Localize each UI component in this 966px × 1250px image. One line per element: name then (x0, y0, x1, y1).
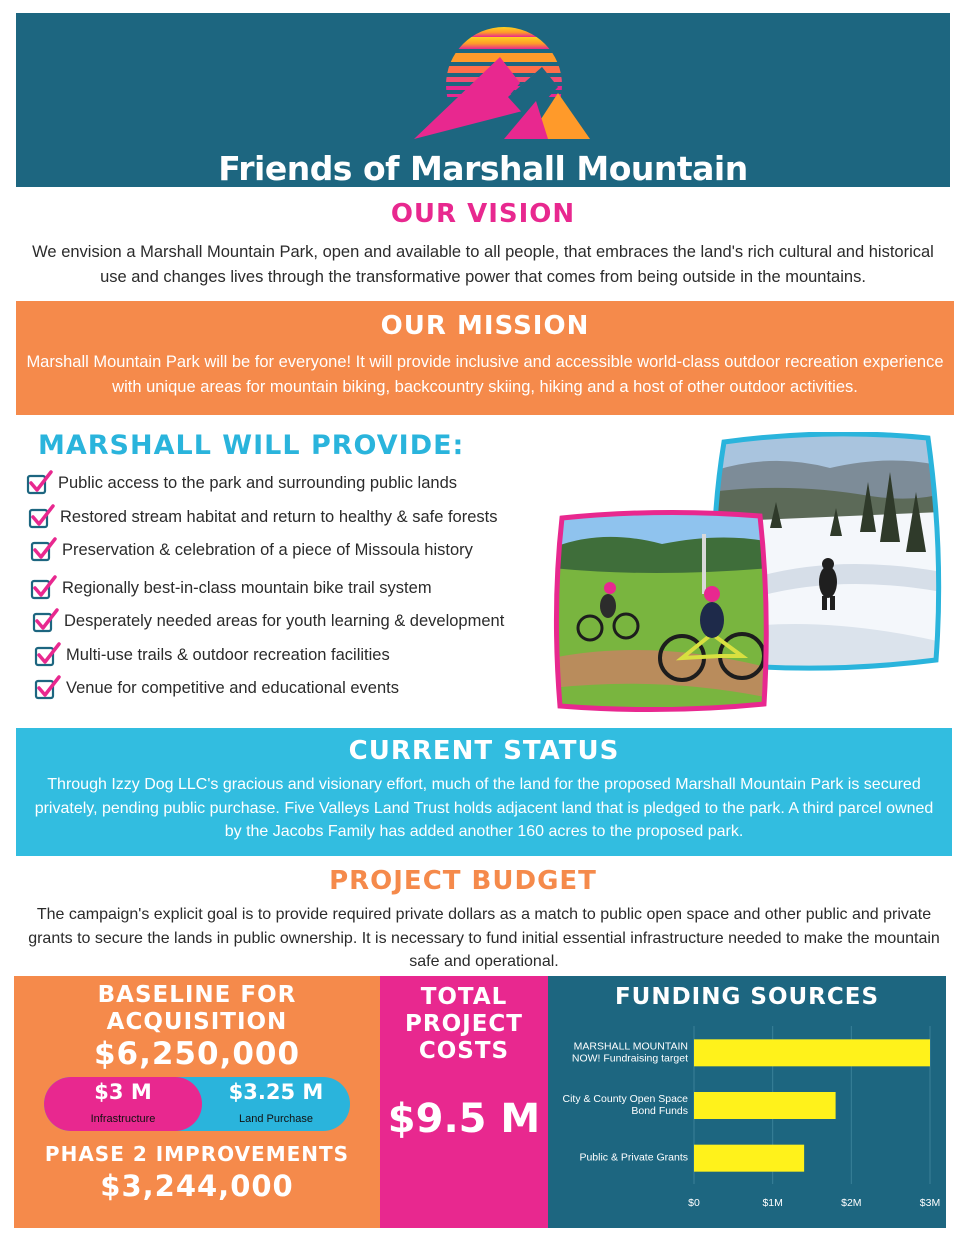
header-banner (16, 13, 950, 187)
provide-item-label: Venue for competitive and educational events (66, 678, 399, 697)
baseline-title-line2: ACQUISITION (106, 1009, 288, 1035)
vision-title: OUR VISION (390, 199, 576, 229)
baseline-amount: $6,250,000 (93, 1036, 301, 1072)
baseline-title (14, 982, 380, 1036)
budget-text: The campaign's explicit goal is to provide required private dollars as a match to public open space and other public and private grants to secure the lands in public ownership. It is necessary to fund initial essential infrastructure needed to make the mountain safe and operational. (28, 906, 940, 970)
phase2-amount: $3,244,000 (100, 1169, 294, 1203)
category-label: NOW! Fundraising target (571, 1052, 688, 1065)
provide-item-label: Multi-use trails & outdoor recreation facilities (66, 645, 390, 664)
total-title-line2: PROJECT (405, 1011, 523, 1037)
provide-item (28, 502, 497, 532)
provide-item-label: Desperately needed areas for youth learning & development (64, 611, 505, 630)
provide-item-label: Regionally best-in-class mountain bike trail system (62, 578, 432, 597)
provide-item-label: Public access to the park and surrounding public lands (58, 473, 457, 492)
category-label: MARSHALL MOUNTAIN (573, 1040, 688, 1053)
funding-bar (694, 1092, 836, 1119)
budget-title: PROJECT BUDGET (329, 866, 597, 896)
checkbox-check-icon (30, 537, 58, 563)
funding-bar (694, 1145, 804, 1172)
funding-bar (694, 1039, 930, 1066)
x-tick-label: $1M (762, 1197, 783, 1209)
provide-item (34, 640, 390, 670)
provide-item (30, 535, 473, 565)
funding-title: FUNDING SOURCES (614, 984, 880, 1010)
mission-title: OUR MISSION (380, 311, 590, 341)
category-label: Bond Funds (631, 1105, 688, 1117)
infrastructure-value: $3 M (94, 1080, 152, 1104)
land-purchase-label: Land Purchase (239, 1113, 313, 1125)
provide-item (34, 673, 399, 703)
x-tick-label: $2M (841, 1197, 862, 1209)
checkbox-check-icon (34, 642, 62, 668)
total-amount: $9.5 M (387, 1096, 541, 1142)
land-purchase-value: $3.25 M (228, 1080, 324, 1104)
total-costs-panel (380, 976, 548, 1228)
provide-title: MARSHALL WILL PROVIDE: (38, 430, 465, 461)
mountain-bikers-photo (552, 508, 770, 714)
mountain-sunset-logo (408, 27, 592, 141)
provide-item (26, 468, 457, 498)
provide-item (30, 573, 432, 603)
baseline-title-line1: BASELINE FOR (97, 982, 297, 1008)
mission-text: Marshall Mountain Park will be for everyone! It will provide inclusive and accessible world-class outdoor recreation experience with unique areas for mountain biking, backcountry skiing, hiking and a host of other outdoor activities. (26, 353, 944, 396)
category-label: Public & Private Grants (579, 1151, 688, 1164)
funding-bar-chart (548, 1016, 946, 1222)
baseline-panel (14, 976, 380, 1228)
category-label: City & County Open Space (562, 1093, 688, 1105)
phase2-title: PHASE 2 IMPROVEMENTS (44, 1142, 350, 1166)
acquisition-split-pill (44, 1077, 350, 1131)
provide-item (32, 606, 504, 636)
checkbox-check-icon (34, 675, 62, 701)
x-tick-label: $0 (688, 1197, 700, 1209)
checkbox-check-icon (30, 575, 58, 601)
status-text: Through Izzy Dog LLC's gracious and visionary effort, much of the land for the proposed Marshall Mountain Park is secured privately, pending public purchase. Five Valleys Land Trust holds adjacent land that is pledged to the park. A third parcel owned by the Jacobs Family has added another 160 acres to the proposed park. (34, 776, 934, 840)
checkbox-check-icon (28, 504, 56, 530)
x-tick-label: $3M (919, 1197, 941, 1209)
provide-item-label: Preservation & celebration of a piece of Missoula history (62, 540, 473, 559)
total-title-line3: COSTS (418, 1038, 510, 1064)
provide-item-label: Restored stream habitat and return to healthy & safe forests (60, 507, 498, 526)
checkbox-check-icon (32, 608, 60, 634)
current-status-section (16, 728, 952, 856)
total-title (380, 984, 548, 1065)
organization-name: Friends of Marshall Mountain (218, 149, 748, 188)
vision-text: We envision a Marshall Mountain Park, open and available to all people, that embraces the land's rich cultural and historical use and changes lives through the transformative power that comes from being outside in the mountains. (32, 243, 934, 286)
infrastructure-label: Infrastructure (90, 1113, 156, 1125)
status-title: CURRENT STATUS (348, 736, 620, 766)
funding-sources-panel (548, 976, 946, 1228)
total-title-line1: TOTAL (420, 984, 508, 1010)
checkbox-check-icon (26, 470, 54, 496)
mission-section (16, 301, 954, 415)
